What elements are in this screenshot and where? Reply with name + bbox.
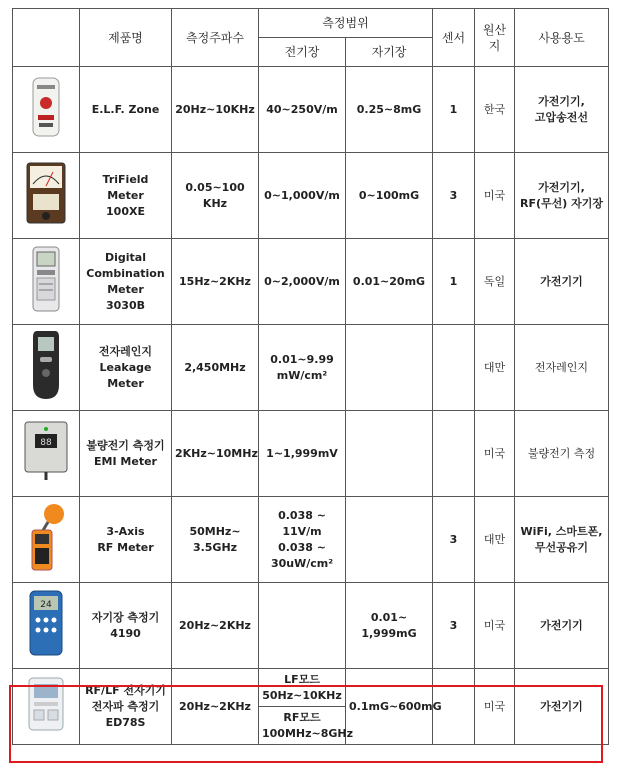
magnetic-meter-icon bbox=[13, 583, 80, 669]
table-row bbox=[13, 153, 609, 239]
cell-name: 자기장 측정기 4190 bbox=[80, 583, 172, 669]
cell-electric: 0.038 ~ 11V/m 0.038 ~ 30uW/cm² bbox=[259, 497, 346, 583]
svg-text:88: 88 bbox=[40, 438, 52, 448]
cell-origin: 미국 bbox=[475, 153, 515, 239]
cell-freq: 20Hz~2KHz bbox=[172, 669, 259, 745]
cell-electric: 0~1,000V/m bbox=[259, 153, 346, 239]
cell-freq: 20Hz~2KHz bbox=[172, 583, 259, 669]
cell-origin: 미국 bbox=[475, 583, 515, 669]
cell-name: RF/LF 전자기기 전자파 측정기 ED78S bbox=[80, 669, 172, 745]
trifield-meter-icon bbox=[13, 153, 80, 239]
cell-origin: 미국 bbox=[475, 411, 515, 497]
cell-name: TriField Meter 100XE bbox=[80, 153, 172, 239]
cell-origin: 독일 bbox=[475, 239, 515, 325]
cell-usage: 가전기기 bbox=[515, 669, 609, 745]
cell-electric: 40~250V/m bbox=[259, 67, 346, 153]
header-name: 제품명 bbox=[80, 9, 172, 67]
cell-magnetic: 0~100mG bbox=[346, 153, 433, 239]
cell-sensor bbox=[433, 325, 475, 411]
cell-electric bbox=[259, 583, 346, 669]
cell-usage: 가전기기 bbox=[515, 239, 609, 325]
cell-sensor: 1 bbox=[433, 239, 475, 325]
cell-lf-mode: LF모드 50Hz~10KHz bbox=[259, 669, 346, 707]
cell-freq: 2,450MHz bbox=[172, 325, 259, 411]
cell-usage: 가전기기, 고압송전선 bbox=[515, 67, 609, 153]
header-range: 측정범위 bbox=[259, 9, 433, 38]
cell-magnetic: 0.01~ 1,999mG bbox=[346, 583, 433, 669]
header-sensor: 센서 bbox=[433, 9, 475, 67]
cell-name: 3-Axis RF Meter bbox=[80, 497, 172, 583]
leakage-meter-icon bbox=[13, 325, 80, 411]
cell-name: 불량전기 측정기 EMI Meter bbox=[80, 411, 172, 497]
cell-electric: 0~2,000V/m bbox=[259, 239, 346, 325]
cell-magnetic: 0.25~8mG bbox=[346, 67, 433, 153]
header-freq: 측정주파수 bbox=[172, 9, 259, 67]
combination-meter-icon bbox=[13, 239, 80, 325]
cell-magnetic bbox=[346, 497, 433, 583]
cell-name: Digital Combination Meter 3030B bbox=[80, 239, 172, 325]
cell-usage: WiFi, 스마트폰, 무선공유기 bbox=[515, 497, 609, 583]
cell-name: E.L.F. Zone bbox=[80, 67, 172, 153]
cell-sensor: 3 bbox=[433, 153, 475, 239]
cell-sensor: 3 bbox=[433, 583, 475, 669]
cell-sensor bbox=[433, 411, 475, 497]
cell-usage: 가전기기, RF(무선) 자기장 bbox=[515, 153, 609, 239]
cell-magnetic bbox=[346, 325, 433, 411]
cell-usage: 전자레인지 bbox=[515, 325, 609, 411]
rf-meter-icon bbox=[13, 497, 80, 583]
elf-zone-device-icon bbox=[13, 67, 80, 153]
cell-electric: 0.01~9.99 mW/cm² bbox=[259, 325, 346, 411]
table-row bbox=[13, 67, 609, 153]
table-row bbox=[13, 583, 609, 669]
cell-magnetic bbox=[346, 411, 433, 497]
table-row bbox=[13, 669, 609, 707]
table-row bbox=[13, 411, 609, 497]
cell-usage: 가전기기 bbox=[515, 583, 609, 669]
table-row bbox=[13, 325, 609, 411]
header-origin: 원산지 bbox=[475, 9, 515, 67]
emi-meter-icon bbox=[13, 411, 80, 497]
cell-sensor: 3 bbox=[433, 497, 475, 583]
cell-origin: 한국 bbox=[475, 67, 515, 153]
header-magnetic: 자기장 bbox=[346, 38, 433, 67]
ed78s-device-icon bbox=[13, 669, 80, 745]
cell-freq: 20Hz~10KHz bbox=[172, 67, 259, 153]
header-usage: 사용용도 bbox=[515, 9, 609, 67]
svg-text:24: 24 bbox=[40, 600, 52, 610]
table-row bbox=[13, 497, 609, 583]
cell-freq: 0.05~100 KHz bbox=[172, 153, 259, 239]
header-electric: 전기장 bbox=[259, 38, 346, 67]
table-row bbox=[13, 239, 609, 325]
cell-usage: 불량전기 측정 bbox=[515, 411, 609, 497]
cell-electric: 1~1,999mV bbox=[259, 411, 346, 497]
cell-origin: 대만 bbox=[475, 497, 515, 583]
cell-name: 전자레인지 Leakage Meter bbox=[80, 325, 172, 411]
cell-magnetic: 0.01~20mG bbox=[346, 239, 433, 325]
cell-rf-mode: RF모드 100MHz~8GHz bbox=[259, 707, 346, 745]
cell-freq: 15Hz~2KHz bbox=[172, 239, 259, 325]
cell-sensor: 1 bbox=[433, 67, 475, 153]
cell-origin: 대만 bbox=[475, 325, 515, 411]
product-table bbox=[12, 8, 609, 745]
cell-freq: 2KHz~10MHz bbox=[172, 411, 259, 497]
cell-freq: 50MHz~ 3.5GHz bbox=[172, 497, 259, 583]
cell-magnetic: 0.1mG~600mG bbox=[346, 669, 433, 745]
cell-origin: 미국 bbox=[475, 669, 515, 745]
